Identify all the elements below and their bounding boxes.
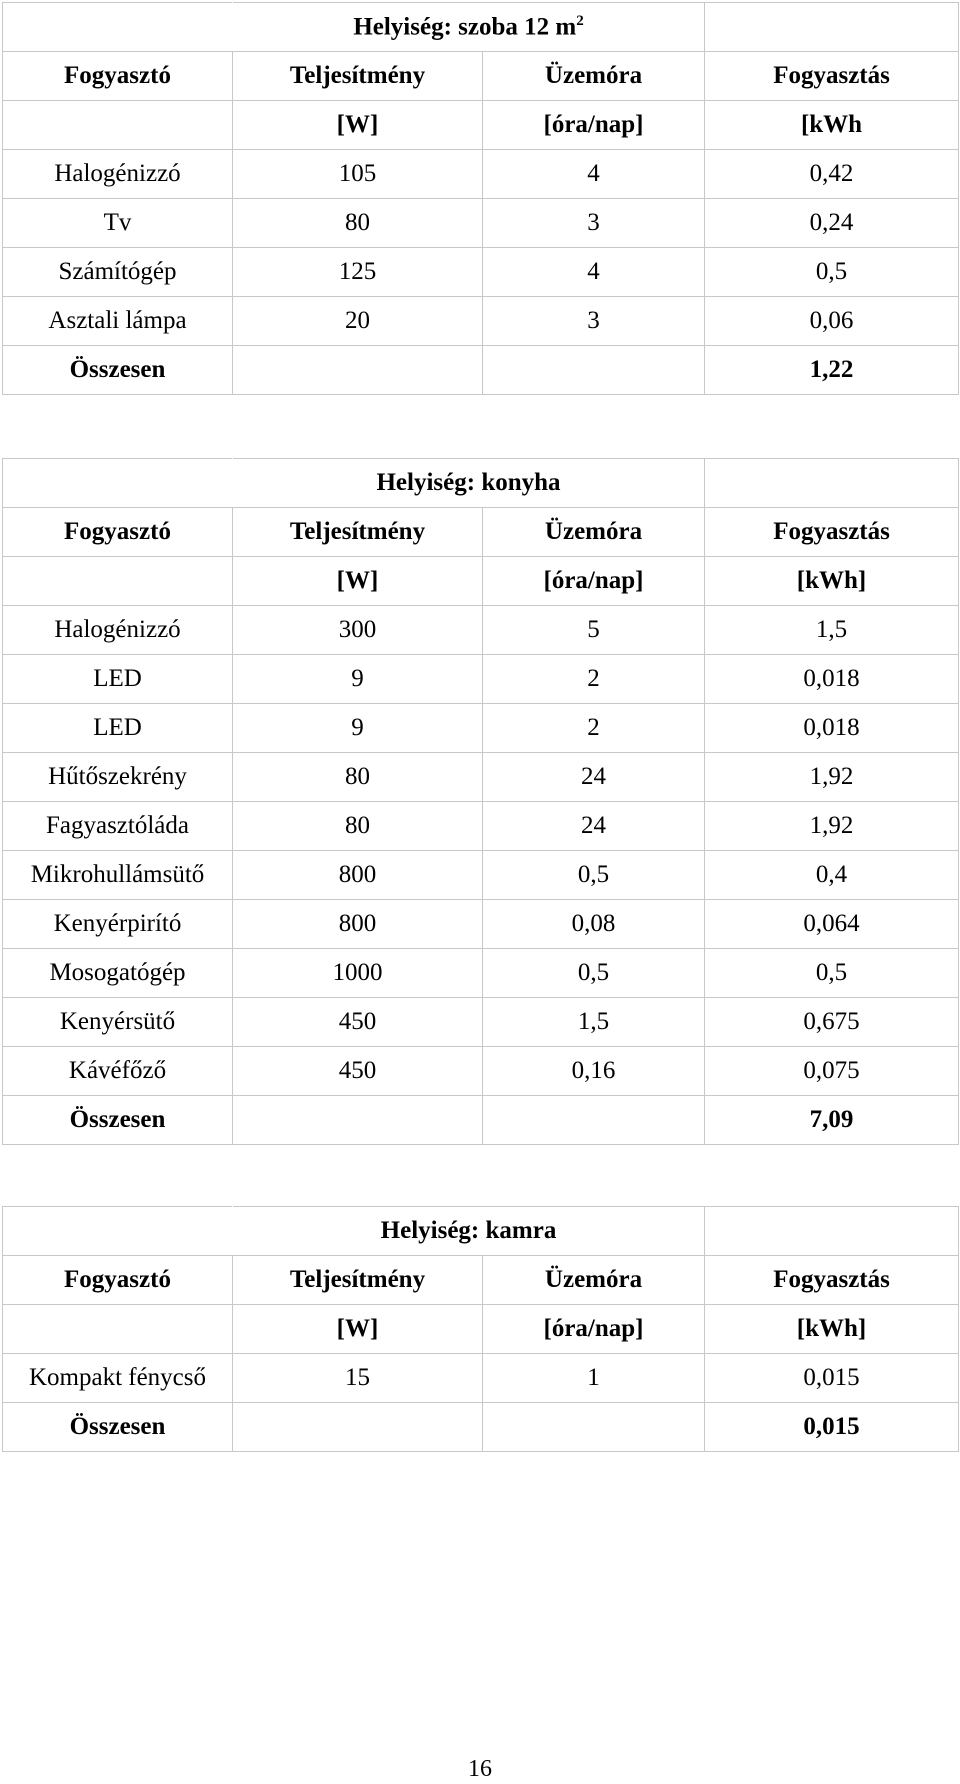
total-label: Összesen	[3, 1403, 233, 1452]
cell-consumer: Kenyérsütő	[3, 998, 233, 1047]
empty-cell	[705, 459, 959, 508]
table-row	[3, 199, 959, 248]
room-title: Helyiség: konyha	[233, 459, 705, 508]
cell-power: 450	[233, 998, 483, 1047]
empty-cell	[483, 1096, 705, 1145]
cell-power: 105	[233, 150, 483, 199]
total-row	[3, 1096, 959, 1145]
unit-power: [W]	[233, 1305, 483, 1354]
table-row	[3, 1354, 959, 1403]
cell-consumption: 0,675	[705, 998, 959, 1047]
total-label: Összesen	[3, 1096, 233, 1145]
total-label: Összesen	[3, 346, 233, 395]
empty-cell	[3, 459, 233, 508]
header-consumption: Fogyasztás	[705, 52, 959, 101]
cell-consumption: 0,075	[705, 1047, 959, 1096]
room-title-superscript: 2	[576, 12, 584, 29]
total-value: 7,09	[705, 1096, 959, 1145]
empty-cell	[3, 3, 233, 52]
cell-power: 800	[233, 900, 483, 949]
unit-consumption: [kWh]	[705, 1305, 959, 1354]
cell-consumer: LED	[3, 655, 233, 704]
table-row	[3, 704, 959, 753]
table-row	[3, 949, 959, 998]
header-power: Teljesítmény	[233, 508, 483, 557]
cell-consumer: Számítógép	[3, 248, 233, 297]
cell-hours: 3	[483, 199, 705, 248]
cell-power: 80	[233, 802, 483, 851]
empty-cell	[483, 1403, 705, 1452]
cell-consumer: Kenyérpirító	[3, 900, 233, 949]
room-title: Helyiség: kamra	[233, 1207, 705, 1256]
cell-hours: 24	[483, 802, 705, 851]
total-value: 0,015	[705, 1403, 959, 1452]
header-consumer: Fogyasztó	[3, 508, 233, 557]
cell-hours: 4	[483, 248, 705, 297]
cell-consumption: 0,42	[705, 150, 959, 199]
unit-consumption: [kWh]	[705, 557, 959, 606]
unit-consumption: [kWh	[705, 101, 959, 150]
header-hours: Üzemóra	[483, 508, 705, 557]
cell-hours: 4	[483, 150, 705, 199]
cell-hours: 5	[483, 606, 705, 655]
cell-hours: 0,16	[483, 1047, 705, 1096]
cell-consumption: 1,92	[705, 802, 959, 851]
cell-hours: 1	[483, 1354, 705, 1403]
unit-power: [W]	[233, 557, 483, 606]
cell-power: 15	[233, 1354, 483, 1403]
cell-consumer: Fagyasztóláda	[3, 802, 233, 851]
cell-power: 800	[233, 851, 483, 900]
empty-cell	[705, 3, 959, 52]
cell-hours: 1,5	[483, 998, 705, 1047]
cell-hours: 0,08	[483, 900, 705, 949]
cell-consumption: 0,064	[705, 900, 959, 949]
cell-consumer: Halogénizzó	[3, 150, 233, 199]
cell-power: 125	[233, 248, 483, 297]
cell-hours: 0,5	[483, 949, 705, 998]
unit-hours: [óra/nap]	[483, 101, 705, 150]
cell-consumer: Kávéfőző	[3, 1047, 233, 1096]
table-row	[3, 998, 959, 1047]
table-row	[3, 900, 959, 949]
table-row	[3, 655, 959, 704]
cell-power: 300	[233, 606, 483, 655]
unit-consumer	[3, 1305, 233, 1354]
cell-consumption: 0,24	[705, 199, 959, 248]
cell-consumption: 0,06	[705, 297, 959, 346]
room-title-text: Helyiség: szoba 12 m	[353, 13, 577, 41]
cell-consumption: 0,018	[705, 704, 959, 753]
cell-consumer: Kompakt fénycső	[3, 1354, 233, 1403]
header-power: Teljesítmény	[233, 1256, 483, 1305]
cell-power: 450	[233, 1047, 483, 1096]
cell-hours: 2	[483, 655, 705, 704]
empty-cell	[483, 346, 705, 395]
table-row	[3, 297, 959, 346]
table-row	[3, 802, 959, 851]
cell-consumer: Mosogatógép	[3, 949, 233, 998]
cell-power: 80	[233, 753, 483, 802]
header-hours: Üzemóra	[483, 1256, 705, 1305]
unit-consumer	[3, 557, 233, 606]
table-row	[3, 606, 959, 655]
unit-consumer	[3, 101, 233, 150]
cell-consumption: 0,5	[705, 248, 959, 297]
table-row	[3, 248, 959, 297]
room-title	[233, 3, 705, 52]
cell-consumption: 0,4	[705, 851, 959, 900]
unit-hours: [óra/nap]	[483, 557, 705, 606]
empty-cell	[705, 1207, 959, 1256]
page-number: 16	[468, 1756, 492, 1782]
cell-consumer: Halogénizzó	[3, 606, 233, 655]
cell-consumer: Asztali lámpa	[3, 297, 233, 346]
empty-cell	[233, 1096, 483, 1145]
cell-consumer: LED	[3, 704, 233, 753]
room-table-konyha	[2, 458, 959, 1145]
cell-consumer: Mikrohullámsütő	[3, 851, 233, 900]
cell-hours: 24	[483, 753, 705, 802]
cell-consumption: 0,018	[705, 655, 959, 704]
header-consumption: Fogyasztás	[705, 1256, 959, 1305]
unit-hours: [óra/nap]	[483, 1305, 705, 1354]
header-consumption: Fogyasztás	[705, 508, 959, 557]
unit-power: [W]	[233, 101, 483, 150]
cell-power: 9	[233, 704, 483, 753]
cell-hours: 0,5	[483, 851, 705, 900]
header-consumer: Fogyasztó	[3, 1256, 233, 1305]
cell-power: 80	[233, 199, 483, 248]
cell-power: 20	[233, 297, 483, 346]
room-table-kamra	[2, 1206, 959, 1452]
empty-cell	[233, 1403, 483, 1452]
total-value: 1,22	[705, 346, 959, 395]
header-consumer: Fogyasztó	[3, 52, 233, 101]
cell-consumption: 1,5	[705, 606, 959, 655]
cell-consumption: 0,015	[705, 1354, 959, 1403]
total-row	[3, 346, 959, 395]
total-row	[3, 1403, 959, 1452]
table-row	[3, 1047, 959, 1096]
cell-consumer: Tv	[3, 199, 233, 248]
cell-consumption: 1,92	[705, 753, 959, 802]
empty-cell	[3, 1207, 233, 1256]
cell-hours: 2	[483, 704, 705, 753]
cell-hours: 3	[483, 297, 705, 346]
cell-power: 1000	[233, 949, 483, 998]
header-hours: Üzemóra	[483, 52, 705, 101]
header-power: Teljesítmény	[233, 52, 483, 101]
room-table-szoba	[2, 2, 959, 395]
table-row	[3, 851, 959, 900]
empty-cell	[233, 346, 483, 395]
table-row	[3, 150, 959, 199]
table-row	[3, 753, 959, 802]
cell-power: 9	[233, 655, 483, 704]
cell-consumption: 0,5	[705, 949, 959, 998]
cell-consumer: Hűtőszekrény	[3, 753, 233, 802]
